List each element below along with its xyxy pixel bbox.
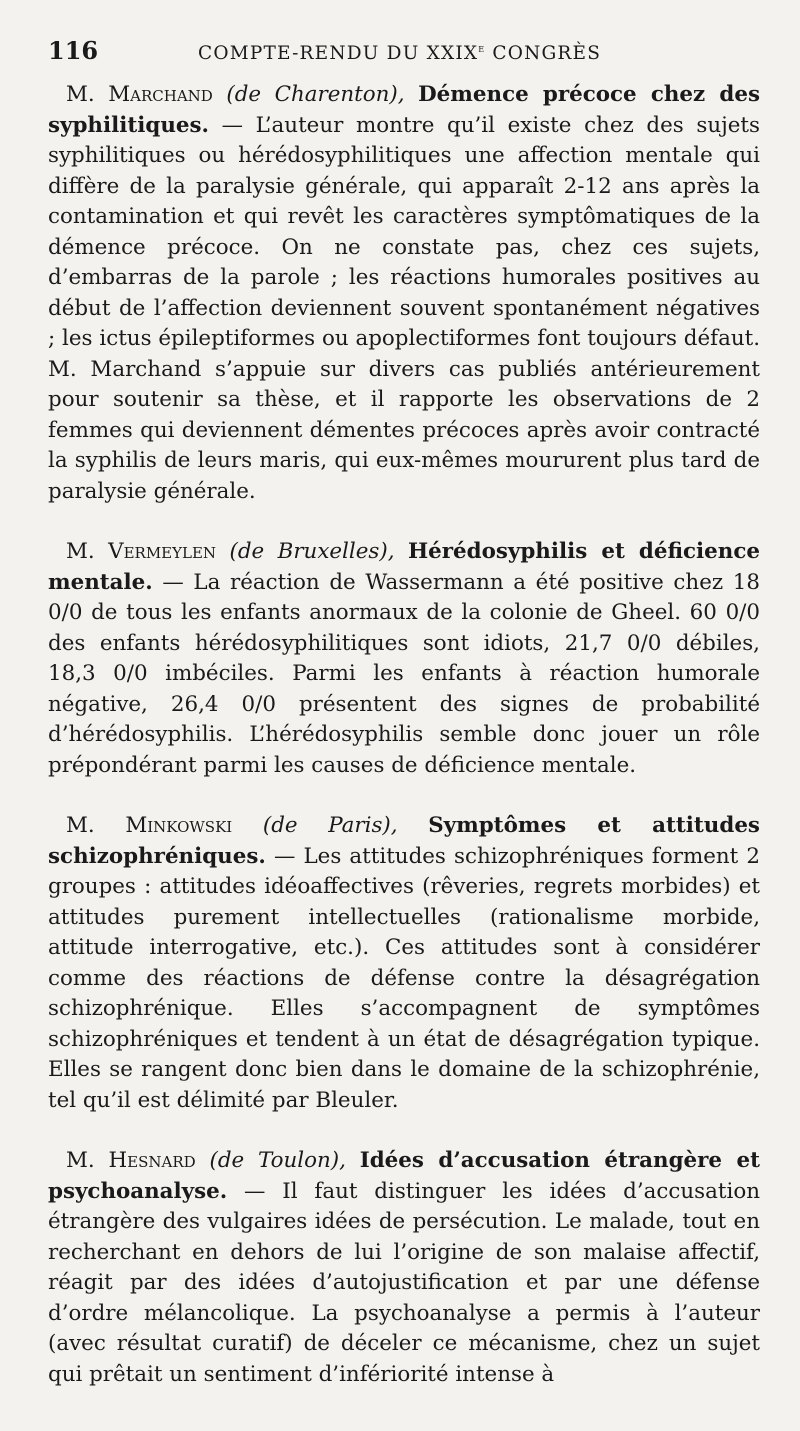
entry-title: Hérédosyphilis et déficience mentale.: [48, 539, 760, 595]
running-head-title-main: COMPTE-RENDU DU XXIX: [198, 43, 479, 64]
entry-title: Symptômes et attitudes schizophréniques.: [48, 813, 760, 869]
entry-marchand: [48, 80, 760, 507]
running-head-title-superscript: e: [478, 41, 486, 55]
entry-body: — La réaction de Wassermann a été positive chez 18 0/0 de tous les enfants anormaux de la colonie de Gheel. 60 0/0 des enfants hérédosyphilitiques sont idiots, 21,7 0/0 débiles, 18,3 0/0 imbéciles. Parmi les enfants à réaction humorale négative, 26,4 0/0 présentent des signes de probabilité d’hérédosyphilis. L’hérédosyphilis semble donc jouer un rôle prépondérant parmi les causes de déficience mentale.: [48, 569, 760, 778]
running-head-title: [198, 42, 601, 64]
entry-title: Idées d’accusation étrangère et psychoanalyse.: [48, 1148, 760, 1204]
entry-hesnard: [48, 1146, 760, 1390]
running-head-title-end: CONGRÈS: [492, 43, 602, 64]
entry-city: (de Toulon),: [209, 1148, 346, 1173]
entry-vermeylen: [48, 537, 760, 781]
running-head: [48, 36, 760, 80]
page-number: 116: [48, 36, 99, 65]
entry-body: — L’auteur montre qu’il existe chez des sujets syphilitiques ou hérédosyphilitiques une affection mentale qui diffère de la paralysie générale, qui apparaît 2-12 ans après la contamination et qui revêt les caractères symptômatiques de la démence précoce. On ne constate pas, chez ces sujets, d’embarras de la parole ; les réactions humorales positives au début de l’affection deviennent souvent spontanément négatives ; les ictus épileptiformes ou apoplectiformes font toujours défaut. M. Marchand s’appuie sur divers cas publiés antérieurement pour soutenir sa thèse, et il rapporte les observations de 2 femmes qui deviennent démentes précoces après avoir contracté la syphilis de leurs maris, qui eux-mêmes moururent plus tard de paralysie générale.: [48, 112, 760, 504]
entry-author: M. Marchand: [66, 82, 213, 107]
entry-author: M. Hesnard: [66, 1148, 196, 1173]
entry-city: (de Paris),: [262, 813, 398, 838]
entry-minkowski: [48, 811, 760, 1116]
entry-body: — Il faut distinguer les idées d’accusation étrangère des vulgaires idées de persécution. Le malade, tout en recherchant en dehors de lui l’origine de son malaise affectif, réagit par des idées d’autojustification et par une défense d’ordre mélancolique. La psychoanalyse a permis à l’auteur (avec résultat curatif) de déceler ce mécanisme, chez un sujet qui prêtait un sentiment d’infériorité intense à: [48, 1178, 760, 1387]
entry-city: (de Bruxelles),: [229, 539, 395, 564]
book-page: [48, 36, 760, 1390]
entry-body: — Les attitudes schizophréniques forment 2 groupes : attitudes idéoaffectives (rêveries, regrets morbides) et attitudes purement intellectuelles (rationalisme morbide, attitude interrogative, etc.). Ces attitudes sont à considérer comme des réactions de défense contre la désagrégation schizophrénique. Elles s’accompagnent de symptômes schizophréniques et tendent à un état de désagrégation typique. Elles se rangent donc bien dans le domaine de la schizophrénie, tel qu’il est délimité par Bleuler.: [48, 843, 760, 1113]
entry-author: M. Minkowski: [66, 813, 233, 838]
entry-author: M. Vermeylen: [66, 539, 217, 564]
entry-city: (de Charenton),: [226, 82, 405, 107]
entry-title: Démence précoce chez des syphilitiques.: [48, 82, 760, 138]
